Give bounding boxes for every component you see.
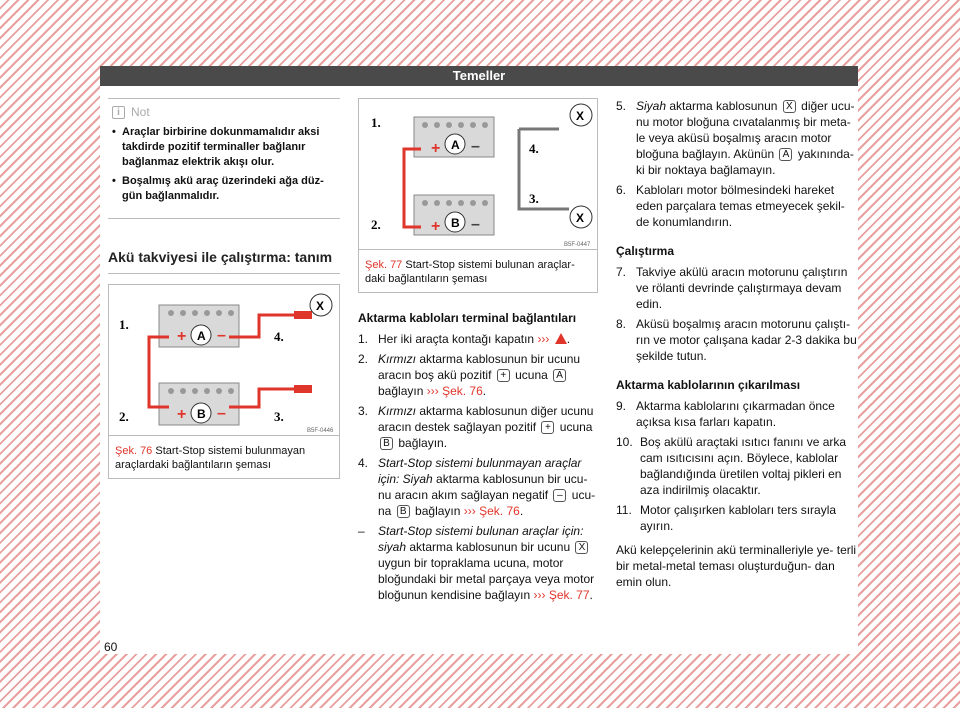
step-7: 7. Takviye akülü aracın motorunu çalıştırın ve rölanti devrinde çalıştırmaya devam edin.	[616, 265, 848, 311]
step-8: 8. Aküsü boşalmış aracın motorunu çalıştı- rın ve motor çalışana kadar 2-3 dakika bu şekilde tutun.	[616, 317, 857, 363]
label-4: 4.	[274, 329, 284, 344]
ref-arrow-icon: ›››	[537, 332, 550, 346]
label-x-bottom: X	[576, 211, 585, 225]
step-6: 6. Kabloları motor bölmesindeki hareket eden parçalara temas etmeyecek şekil- de konumlandırın.	[616, 183, 845, 229]
label-3: 3.	[274, 409, 284, 424]
plus-terminal-tag: +	[497, 369, 510, 382]
figure-code: B5F-0446	[307, 428, 334, 434]
ref-arrow-icon: ›››	[426, 384, 439, 398]
plus-terminal-tag: +	[541, 421, 554, 434]
label-1: 1.	[119, 317, 129, 332]
svg-text:+: +	[431, 218, 441, 235]
step-11: 11. Motor çalışırken kabloları ters sırayla ayırın.	[616, 503, 837, 533]
svg-text:+: +	[177, 328, 187, 345]
info-icon: i	[112, 106, 125, 119]
figure-caption	[109, 435, 339, 478]
ref-arrow-icon: ›››	[533, 588, 546, 602]
svg-text:–: –	[217, 327, 226, 344]
label-x-top: X	[576, 109, 585, 123]
label-1: 1.	[371, 115, 381, 130]
section-title: Akü takviyesi ile çalıştırma: tanım	[108, 249, 340, 274]
figure-76	[108, 284, 340, 479]
warning-icon	[555, 333, 567, 344]
label-2: 2.	[371, 217, 381, 232]
ref-arrow-icon: ›››	[463, 504, 476, 518]
figure-link[interactable]: Şek. 76	[442, 384, 483, 398]
jumper-diagram-76	[109, 285, 339, 435]
label-a: A	[451, 138, 460, 152]
svg-text:–: –	[217, 405, 226, 422]
column-3	[616, 98, 858, 590]
label-b: B	[197, 407, 206, 421]
label-3: 3.	[529, 191, 539, 206]
page-header: Temeller	[100, 66, 858, 86]
label-a-tag: A	[779, 148, 792, 161]
note-item: • Boşalmış akü araç üzerindeki ağa düz- gün bağlanmalıdır.	[112, 174, 340, 204]
step-1: 1. Her iki araçta kontağı kapatın ››› .	[358, 332, 571, 346]
figure-link[interactable]: Şek. 76	[479, 504, 520, 518]
step-10: 10. Boş akülü araçtaki ısıtıcı fanını ve arka cam ısıtıcısını açın. Böylece, kablolar bağlandığında üretilen voltaj pikleri en aza indirilmiş olacaktır.	[616, 435, 847, 497]
label-b: B	[451, 216, 460, 230]
note-box	[108, 98, 340, 219]
column-1	[108, 98, 340, 479]
svg-text:–: –	[471, 138, 480, 155]
figure-link[interactable]: Şek. 77	[548, 588, 590, 602]
step-9: 9. Aktarma kablolarını çıkarmadan önce açıksa kısa farları kapatın.	[616, 399, 835, 429]
minus-terminal-tag: –	[553, 489, 566, 502]
heading-remove: Aktarma kablolarının çıkarılması	[616, 378, 801, 392]
label-a-tag: A	[553, 369, 566, 382]
svg-text:–: –	[471, 216, 480, 233]
svg-text:+: +	[177, 406, 187, 423]
label-2: 2.	[119, 409, 129, 424]
step-5: 5. Siyah aktarma kablosunun X diğer ucu- nu motor bloğuna cıvatalanmış bir meta- le veya aküsü boşalmış aracın motor bloğuna bağlayın. Akünün A yakınında- ki bir noktaya bağlamayın.	[616, 99, 855, 177]
step-2: 2. Kırmızı aktarma kablosunun bir ucunu aracın boş akü pozitif + ucuna A bağlayın ››› Şek. 76.	[358, 352, 581, 398]
note-label: Not	[131, 105, 150, 119]
label-4: 4.	[529, 141, 539, 156]
figure-caption	[359, 249, 597, 292]
label-b-tag: B	[397, 505, 410, 518]
heading-connections: Aktarma kabloları terminal bağlantıları	[358, 311, 577, 325]
step-4: 4. Start-Stop sistemi bulunmayan araçlar için: Siyah aktarma kablosunun bir ucu- nu aracın akım sağlayan negatif – ucu- na B bağlayın ››› Şek. 76.	[358, 456, 596, 518]
step-3: 3. Kırmızı aktarma kablosunun diğer ucunu aracın destek sağlayan pozitif + ucuna B bağlayın.	[358, 404, 594, 450]
step-4-alt: – Start-Stop sistemi bulunan araçlar için: siyah aktarma kablosunun bir ucunu X uygun bir topraklama ucuna, motor bloğundaki bir metal parçaya veya motor bloğunun kendisine bağlayın ››› Şek. 77.	[358, 524, 595, 602]
jumper-diagram-77	[359, 99, 597, 249]
figure-code: B5F-0447	[564, 242, 591, 248]
svg-text:+: +	[431, 140, 441, 157]
label-x-tag: X	[783, 100, 796, 113]
label-b-tag: B	[380, 437, 393, 450]
column-2	[358, 98, 598, 607]
caption-text: Start-Stop sistemi bulunmayan araçlardaki bağlantıların şeması	[115, 445, 306, 471]
page-number: 60	[104, 640, 118, 654]
note-item: • Araçlar birbirine dokunmamalıdır aksi takdirde pozitif terminaller bağlanır bağlanmaz elektrik akışı olur.	[112, 125, 340, 170]
label-a: A	[197, 329, 206, 343]
heading-start: Çalıştırma	[616, 244, 675, 258]
label-x-tag: X	[575, 541, 588, 554]
figure-ref: Şek. 76	[115, 445, 153, 457]
figure-ref: Şek. 77	[365, 259, 403, 271]
label-x: X	[316, 299, 325, 313]
closing-paragraph: Akü kelepçelerinin akü terminalleriyle ye- terli bir metal-metal teması oluşturduğun- dan emin olun.	[616, 543, 857, 589]
caption-text: Start-Stop sistemi bulunan araçlar- daki bağlantıların şeması	[365, 259, 575, 285]
figure-77	[358, 98, 598, 293]
